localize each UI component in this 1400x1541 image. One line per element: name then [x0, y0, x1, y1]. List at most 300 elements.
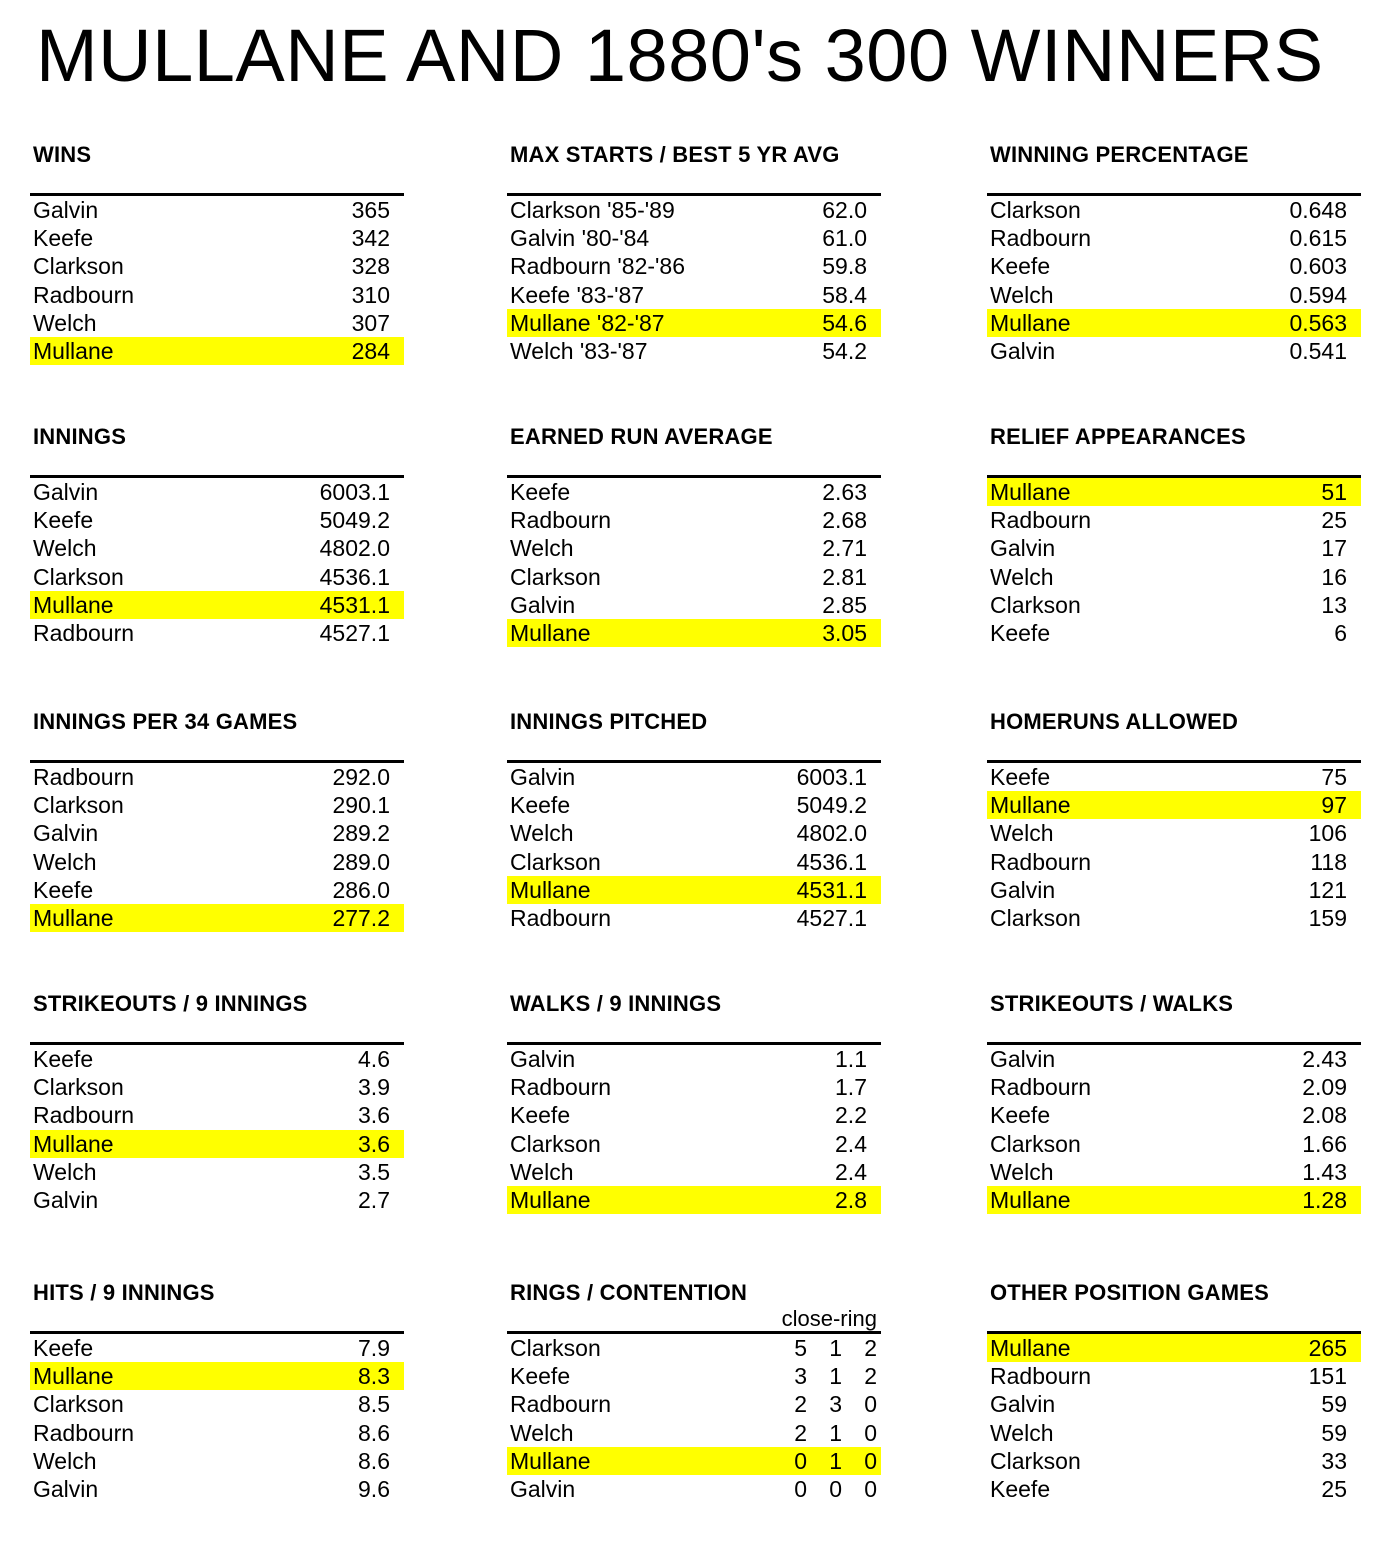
table-body	[30, 478, 404, 647]
player-name: Welch	[990, 820, 1054, 847]
player-name: Mullane	[990, 309, 1071, 336]
table-row	[987, 1045, 1361, 1073]
stat-value: 3.9	[358, 1074, 390, 1101]
table-body	[30, 196, 404, 365]
stat-value: 289.2	[332, 820, 390, 847]
player-name: Radbourn	[990, 1363, 1092, 1390]
table-row	[987, 1447, 1361, 1475]
stat-table	[987, 140, 1361, 372]
table-row	[987, 591, 1361, 619]
player-name: Galvin	[33, 820, 99, 847]
stat-value: 25	[1321, 1475, 1347, 1502]
stat-value: 2.43	[1302, 1046, 1347, 1072]
stat-value: 8.3	[358, 1363, 390, 1390]
player-name: Galvin	[33, 197, 99, 223]
player-name: Radbourn	[510, 1391, 612, 1418]
highlighted-row	[507, 876, 881, 904]
table-row	[987, 1362, 1361, 1390]
stat-value: 1.7	[835, 1074, 867, 1101]
table-body	[987, 1045, 1361, 1214]
stat-value: 2.81	[822, 563, 867, 590]
player-name: Clarkson	[33, 563, 124, 590]
player-name: Clarkson	[510, 1130, 601, 1157]
stat-value: 8.6	[358, 1447, 390, 1474]
stat-value: 54.2	[822, 337, 867, 364]
stat-table	[987, 1278, 1361, 1510]
stat-value: 365	[351, 197, 390, 223]
stat-value: 62.0	[822, 197, 867, 223]
stat-table	[30, 707, 404, 939]
player-name: Welch	[33, 848, 97, 875]
stat-value: 342	[351, 225, 390, 252]
close-ring-values	[772, 1447, 877, 1475]
table-row	[507, 1419, 881, 1447]
table-body	[987, 763, 1361, 932]
player-name: Keefe	[33, 225, 94, 252]
player-name: Radbourn	[33, 1102, 135, 1129]
stat-value: 2.85	[822, 591, 867, 618]
table-row	[987, 224, 1361, 252]
table-header: EARNED RUN AVERAGE	[510, 424, 773, 449]
player-name: Clarkson	[990, 197, 1081, 223]
table-row	[987, 1390, 1361, 1418]
player-name: Welch '83-'87	[510, 337, 648, 364]
player-name: Welch	[990, 1158, 1054, 1185]
player-name: Clarkson	[510, 1335, 601, 1361]
table-row	[987, 534, 1361, 562]
stat-table	[987, 989, 1361, 1221]
table-row	[987, 848, 1361, 876]
table-row	[30, 1158, 404, 1186]
table-header: MAX STARTS / BEST 5 YR AVG	[510, 142, 840, 167]
player-name: Clarkson	[990, 591, 1081, 618]
player-name: Mullane	[33, 904, 114, 931]
table-body	[507, 763, 881, 932]
player-name: Clarkson	[510, 563, 601, 590]
table-body	[507, 196, 881, 365]
stat-table	[987, 422, 1361, 654]
player-name: Keefe	[990, 619, 1051, 646]
stat-value: 2.2	[835, 1102, 867, 1129]
stat-value: 1	[829, 1419, 842, 1446]
player-name: Keefe	[990, 1475, 1051, 1502]
stat-table	[507, 1278, 881, 1510]
stat-value: 1.1	[835, 1046, 867, 1072]
stat-value: 2.08	[1302, 1102, 1347, 1129]
stat-value: 277.2	[332, 904, 390, 931]
player-name: Clarkson	[33, 253, 124, 280]
stat-value: 0.603	[1289, 253, 1347, 280]
highlighted-row	[507, 619, 881, 647]
player-name: Mullane	[510, 1447, 591, 1474]
stat-value: 1	[829, 1335, 842, 1361]
stat-value: 2.71	[822, 535, 867, 562]
table-body	[507, 1045, 881, 1214]
player-name: Galvin	[33, 479, 99, 505]
table-row	[507, 337, 881, 365]
table-row	[987, 563, 1361, 591]
stat-value: 6	[1334, 619, 1347, 646]
player-name: Mullane '82-'87	[510, 309, 665, 336]
table-row	[30, 1390, 404, 1418]
stat-value: 106	[1308, 820, 1347, 847]
player-name: Clarkson	[33, 792, 124, 819]
player-name: Galvin	[510, 1046, 576, 1072]
player-name: Radbourn	[510, 507, 612, 534]
table-subheader: close-ring	[781, 1306, 877, 1331]
player-name: Welch	[33, 309, 97, 336]
table-body	[30, 1045, 404, 1214]
player-name: Welch	[33, 535, 97, 562]
stat-value: 265	[1308, 1335, 1347, 1361]
table-row	[987, 876, 1361, 904]
table-header: HOMERUNS ALLOWED	[990, 709, 1239, 734]
table-row	[987, 1073, 1361, 1101]
player-name: Clarkson	[990, 904, 1081, 931]
player-name: Mullane	[33, 1130, 114, 1157]
close-ring-values	[772, 1419, 877, 1447]
table-row	[987, 252, 1361, 280]
stat-value: 51	[1321, 479, 1347, 505]
player-name: Galvin	[990, 1391, 1056, 1418]
player-name: Mullane	[990, 792, 1071, 819]
player-name: Galvin	[510, 591, 576, 618]
player-name: Keefe	[510, 1363, 571, 1390]
table-row	[507, 763, 881, 791]
player-name: Mullane	[990, 1186, 1071, 1213]
stat-value: 2.4	[835, 1130, 867, 1157]
stat-value: 33	[1321, 1447, 1347, 1474]
table-row	[987, 1130, 1361, 1158]
stat-table	[30, 422, 404, 654]
table-row	[30, 1186, 404, 1214]
stat-value: 59	[1321, 1419, 1347, 1446]
table-row	[987, 904, 1361, 932]
stat-value: 7.9	[358, 1335, 390, 1361]
stat-value: 2.68	[822, 507, 867, 534]
stat-value: 286.0	[332, 876, 390, 903]
stat-table	[987, 707, 1361, 939]
table-row	[30, 506, 404, 534]
stat-value: 307	[351, 309, 390, 336]
table-row	[507, 534, 881, 562]
player-name: Mullane	[510, 876, 591, 903]
player-name: Welch	[510, 820, 574, 847]
table-row	[507, 591, 881, 619]
stat-value: 159	[1308, 904, 1347, 931]
highlighted-row	[30, 1362, 404, 1390]
stat-value: 2.09	[1302, 1074, 1347, 1101]
stat-value: 4527.1	[796, 904, 867, 931]
stat-value: 5	[794, 1335, 807, 1361]
stat-value: 284	[351, 337, 390, 364]
stat-value: 58.4	[822, 281, 867, 308]
player-name: Welch	[33, 1447, 97, 1474]
table-row	[30, 819, 404, 847]
table-row	[30, 309, 404, 337]
table-row	[987, 506, 1361, 534]
stat-value: 0	[864, 1391, 877, 1418]
close-ring-values	[772, 1475, 877, 1503]
stat-value: 328	[351, 253, 390, 280]
table-row	[30, 1475, 404, 1503]
table-header: WINS	[33, 142, 92, 167]
stat-value: 3	[829, 1391, 842, 1418]
stat-table	[507, 140, 881, 372]
stat-table	[507, 422, 881, 654]
table-row	[507, 506, 881, 534]
table-row	[507, 196, 881, 224]
stat-value: 0.541	[1289, 337, 1347, 364]
stat-value: 4.6	[358, 1046, 390, 1072]
stat-value: 2	[864, 1335, 877, 1361]
player-name: Radbourn	[990, 1074, 1092, 1101]
player-name: Galvin	[990, 535, 1056, 562]
table-body	[507, 1334, 881, 1503]
table-row	[30, 252, 404, 280]
highlighted-row	[987, 1186, 1361, 1214]
stat-value: 1	[829, 1447, 842, 1474]
table-row	[987, 196, 1361, 224]
stat-value: 3.5	[358, 1158, 390, 1185]
table-header: STRIKEOUTS / WALKS	[990, 991, 1234, 1016]
table-row	[507, 1158, 881, 1186]
table-body	[987, 478, 1361, 647]
stat-value: 290.1	[332, 792, 390, 819]
table-row	[507, 281, 881, 309]
highlighted-row	[987, 791, 1361, 819]
table-header: INNINGS PITCHED	[510, 709, 708, 734]
player-name: Mullane	[33, 591, 114, 618]
player-name: Galvin	[990, 337, 1056, 364]
table-row	[507, 1130, 881, 1158]
stat-value: 4802.0	[319, 535, 390, 562]
player-name: Keefe	[510, 479, 571, 505]
player-name: Galvin	[990, 876, 1056, 903]
stat-value: 3.6	[358, 1102, 390, 1129]
highlighted-row	[987, 1334, 1361, 1362]
table-header: RELIEF APPEARANCES	[990, 424, 1246, 449]
highlighted-row	[507, 1186, 881, 1214]
stat-value: 4531.1	[796, 876, 867, 903]
player-name: Welch	[990, 563, 1054, 590]
stat-value: 16	[1321, 563, 1347, 590]
stat-value: 8.5	[358, 1391, 390, 1418]
table-row	[507, 904, 881, 932]
table-row	[30, 1045, 404, 1073]
stat-table	[30, 140, 404, 372]
table-header: WALKS / 9 INNINGS	[510, 991, 722, 1016]
stat-value: 5049.2	[319, 507, 390, 534]
player-name: Galvin	[510, 1475, 576, 1502]
table-row	[987, 337, 1361, 365]
highlighted-row	[507, 1447, 881, 1475]
player-name: Clarkson	[33, 1074, 124, 1101]
player-name: Welch	[510, 1158, 574, 1185]
stat-value: 0.563	[1289, 309, 1347, 336]
player-name: Welch	[33, 1158, 97, 1185]
stat-value: 1.66	[1302, 1130, 1347, 1157]
table-row	[507, 1362, 881, 1390]
player-name: Keefe	[33, 1046, 94, 1072]
player-name: Keefe	[33, 876, 94, 903]
player-name: Mullane	[33, 337, 114, 364]
table-row	[30, 563, 404, 591]
stat-value: 97	[1321, 792, 1347, 819]
table-row	[507, 848, 881, 876]
player-name: Keefe '83-'87	[510, 281, 645, 308]
table-body	[987, 196, 1361, 365]
player-name: Keefe	[510, 1102, 571, 1129]
player-name: Welch	[510, 535, 574, 562]
player-name: Keefe	[510, 792, 571, 819]
stat-value: 292.0	[332, 764, 390, 790]
player-name: Keefe	[990, 253, 1051, 280]
table-row	[507, 1390, 881, 1418]
stat-table	[30, 989, 404, 1221]
player-name: Radbourn	[33, 281, 135, 308]
stat-value: 4531.1	[319, 591, 390, 618]
table-row	[507, 791, 881, 819]
table-header: HITS / 9 INNINGS	[33, 1280, 215, 1305]
table-row	[987, 1101, 1361, 1129]
stat-value: 2.63	[822, 479, 867, 505]
player-name: Radbourn	[990, 225, 1092, 252]
stat-value: 2.4	[835, 1158, 867, 1185]
player-name: Clarkson	[990, 1447, 1081, 1474]
highlighted-row	[30, 337, 404, 365]
stat-value: 2.8	[835, 1186, 867, 1213]
player-name: Radbourn	[33, 764, 135, 790]
close-ring-values	[772, 1334, 877, 1362]
table-body	[507, 478, 881, 647]
highlighted-row	[30, 1130, 404, 1158]
player-name: Radbourn	[510, 904, 612, 931]
table-row	[30, 791, 404, 819]
player-name: Clarkson '85-'89	[510, 197, 675, 223]
table-row	[30, 848, 404, 876]
stat-value: 0.594	[1289, 281, 1347, 308]
highlighted-row	[987, 309, 1361, 337]
table-row	[987, 1419, 1361, 1447]
player-name: Keefe	[33, 1335, 94, 1361]
table-row	[30, 1447, 404, 1475]
player-name: Welch	[510, 1419, 574, 1446]
stat-value: 3	[794, 1363, 807, 1390]
stat-value: 0	[864, 1447, 877, 1474]
player-name: Radbourn	[510, 1074, 612, 1101]
table-row	[30, 1334, 404, 1362]
player-name: Keefe	[990, 764, 1051, 790]
table-row	[507, 224, 881, 252]
stat-value: 25	[1321, 507, 1347, 534]
table-header: STRIKEOUTS / 9 INNINGS	[33, 991, 308, 1016]
stat-value: 118	[1310, 848, 1347, 875]
stat-value: 0.648	[1289, 197, 1347, 223]
player-name: Keefe	[33, 507, 94, 534]
player-name: Galvin '80-'84	[510, 225, 650, 252]
table-row	[507, 252, 881, 280]
stat-value: 0	[829, 1475, 842, 1502]
stat-value: 0	[864, 1475, 877, 1502]
table-row	[30, 763, 404, 791]
stat-value: 0.615	[1289, 225, 1347, 252]
stat-value: 59.8	[822, 253, 867, 280]
stat-value: 121	[1308, 876, 1347, 903]
table-row	[507, 1045, 881, 1073]
table-row	[507, 1334, 881, 1362]
table-row	[30, 1419, 404, 1447]
close-ring-values	[772, 1362, 877, 1390]
stat-value: 4536.1	[319, 563, 390, 590]
stat-value: 2	[794, 1419, 807, 1446]
player-name: Radbourn	[33, 619, 135, 646]
stat-value: 54.6	[822, 309, 867, 336]
stat-value: 3.05	[822, 619, 867, 646]
stat-value: 0	[794, 1447, 807, 1474]
table-row	[30, 1073, 404, 1101]
table-row	[987, 1475, 1361, 1503]
player-name: Clarkson	[510, 848, 601, 875]
table-row	[30, 224, 404, 252]
table-row	[30, 478, 404, 506]
stat-value: 310	[351, 281, 390, 308]
player-name: Mullane	[990, 1335, 1071, 1361]
table-header: OTHER POSITION GAMES	[990, 1280, 1270, 1305]
stat-table	[30, 1278, 404, 1510]
stat-value: 1	[829, 1363, 842, 1390]
player-name: Galvin	[510, 764, 576, 790]
player-name: Clarkson	[33, 1391, 124, 1418]
stat-value: 61.0	[822, 225, 867, 252]
stat-value: 1.43	[1302, 1158, 1347, 1185]
table-row	[507, 563, 881, 591]
player-name: Radbourn	[990, 848, 1092, 875]
stat-value: 59	[1321, 1391, 1347, 1418]
stat-value: 1.28	[1302, 1186, 1347, 1213]
stat-value: 6003.1	[796, 764, 867, 790]
table-body	[30, 1334, 404, 1503]
stat-value: 6003.1	[319, 479, 390, 505]
player-name: Keefe	[990, 1102, 1051, 1129]
player-name: Clarkson	[990, 1130, 1081, 1157]
highlighted-row	[987, 478, 1361, 506]
highlighted-row	[30, 904, 404, 932]
table-row	[30, 619, 404, 647]
table-row	[507, 1101, 881, 1129]
stat-table	[507, 707, 881, 939]
player-name: Galvin	[990, 1046, 1056, 1072]
table-row	[507, 819, 881, 847]
player-name: Mullane	[990, 479, 1071, 505]
stat-value: 13	[1321, 591, 1347, 618]
table-row	[507, 478, 881, 506]
table-body	[30, 763, 404, 932]
stat-value: 4536.1	[796, 848, 867, 875]
table-row	[30, 876, 404, 904]
stat-value: 3.6	[358, 1130, 390, 1157]
stat-value: 4802.0	[796, 820, 867, 847]
player-name: Galvin	[33, 1475, 99, 1502]
table-row	[30, 1101, 404, 1129]
table-row	[30, 196, 404, 224]
highlighted-row	[30, 591, 404, 619]
table-header: WINNING PERCENTAGE	[990, 142, 1249, 167]
table-header: INNINGS	[33, 424, 127, 449]
stat-value: 0	[794, 1475, 807, 1502]
player-name: Galvin	[33, 1186, 99, 1213]
player-name: Radbourn	[990, 507, 1092, 534]
